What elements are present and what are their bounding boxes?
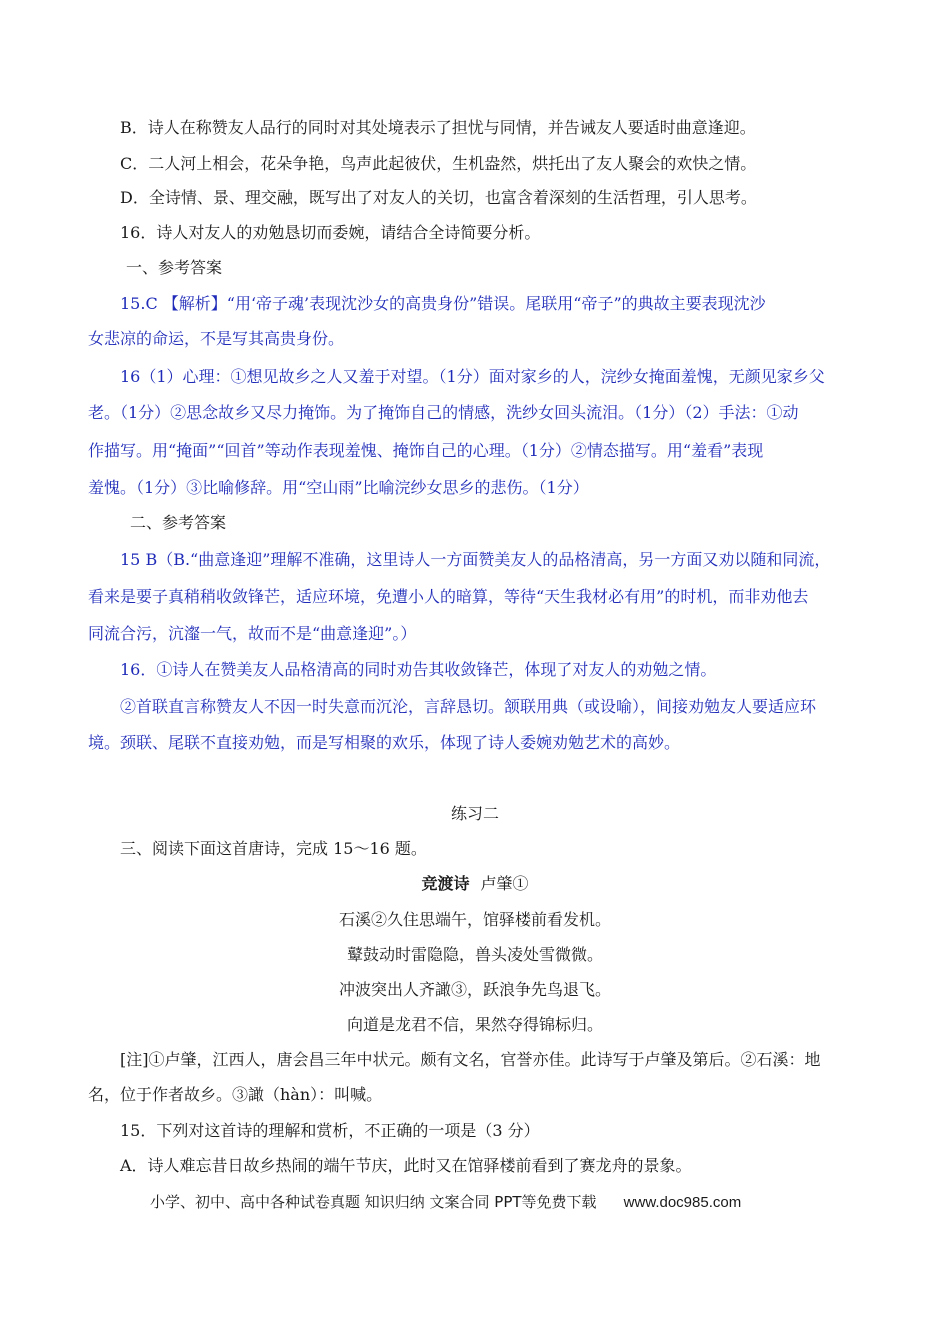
poem-line-4: 向道是龙君不信，果然夺得锦标归。 — [346, 1015, 603, 1034]
poem-title: 竞渡诗 — [421, 874, 470, 893]
option-c: C．二人河上相会，花朵争艳，鸟声此起彼伏，生机盎然，烘托出了友人聚会的欢快之情。 — [120, 154, 757, 173]
exercise2-instruction: 三、阅读下面这首唐诗，完成 15～16 题。 — [120, 839, 427, 858]
answers1-q16-line2: 老。（1分）②思念故乡又尽力掩饰。为了掩饰自己的情感，洗纱女回头流泪。（1分）（2）手法：①动 — [88, 403, 799, 422]
exercise2-title: 练习二 — [450, 804, 499, 823]
answers1-q16-line3: 作描写。用“掩面”“回首”等动作表现羞愧、掩饰自己的心理。（1分）②情态描写。用“羞看”表现 — [88, 441, 764, 460]
question-16: 16．诗人对友人的劝勉恳切而委婉，请结合全诗简要分析。 — [120, 223, 541, 242]
poem-line-1: 石溪②久住思端午，馆驿楼前看发机。 — [338, 910, 611, 929]
option-b: B．诗人在称赞友人品行的同时对其处境表示了担忧与同情，并告诫友人要适时曲意逢迎。 — [120, 118, 756, 137]
answers1-q16-line4: 羞愧。（1分）③比喻修辞。用“空山雨”比喻浣纱女思乡的悲伤。（1分） — [88, 478, 589, 497]
answers1-heading: 一、参考答案 — [126, 258, 223, 277]
footer-url[interactable]: www.doc985.com — [623, 1194, 742, 1211]
note-line-1: [注]①卢肇，江西人，唐会昌三年中状元。颇有文名，官誉亦佳。此诗写于卢肇及第后。②石溪：地 — [120, 1050, 821, 1069]
answers2-q15-line2: 看来是要子真稍稍收敛锋芒，适应环境，免遭小人的暗算，等待“天生我材必有用”的时机，而非劝他去 — [88, 587, 809, 606]
answers1-q15-line1: 15.C 【解析】“用‘帝子魂’表现沈沙女的高贵身份”错误。尾联用“帝子”的典故主要表现沈沙 — [120, 294, 766, 313]
poem-line-3: 冲波突出人齐譀③，跃浪争先鸟退飞。 — [338, 980, 611, 999]
answers2-q16-line2: ②首联直言称赞友人不因一时失意而沉沦，言辞恳切。颔联用典（或设喻），间接劝勉友人要适应环 — [120, 697, 817, 716]
poem-author: 卢肇① — [480, 874, 529, 893]
footer-text: 小学、初中、高中各种试卷真题 知识归纳 文案合同 PPT等免费下载 — [150, 1193, 597, 1211]
poem-heading — [0, 872, 950, 896]
answers1-q16-line1: 16（1）心理：①想见故乡之人又羞于对望。（1分）面对家乡的人，浣纱女掩面羞愧，无颜见家乡父 — [120, 367, 825, 386]
note-line-2: 名，位于作者故乡。③譀（hàn）：叫喊。 — [88, 1085, 383, 1104]
answers2-q16-line1: 16．①诗人在赞美友人品格清高的同时劝告其收敛锋芒，体现了对友人的劝勉之情。 — [120, 660, 717, 679]
answers1-q15-line2: 女悲凉的命运，不是写其高贵身份。 — [88, 329, 345, 348]
answers2-heading: 二、参考答案 — [130, 513, 227, 532]
footer — [150, 1190, 741, 1215]
question-15: 15．下列对这首诗的理解和赏析，不正确的一项是（3 分） — [120, 1121, 540, 1140]
option-d: D．全诗情、景、理交融，既写出了对友人的关切，也富含着深刻的生活哲理，引人思考。 — [120, 188, 757, 207]
answers2-q15-line3: 同流合污，沆瀣一气，故而不是“曲意逢迎”。） — [88, 624, 417, 643]
answers2-q16-line3: 境。颈联、尾联不直接劝勉，而是写相聚的欢乐，体现了诗人委婉劝勉艺术的高妙。 — [88, 733, 681, 752]
option-a: A．诗人难忘昔日故乡热闹的端午节庆，此时又在馆驿楼前看到了赛龙舟的景象。 — [120, 1156, 692, 1175]
poem-line-2: 鼙鼓动时雷隐隐，兽头凌处雪微微。 — [346, 945, 603, 964]
answers2-q15-line1: 15 B（B.“曲意逢迎”理解不准确，这里诗人一方面赞美友人的品格清高，另一方面又劝以随和同流， — [120, 550, 831, 569]
